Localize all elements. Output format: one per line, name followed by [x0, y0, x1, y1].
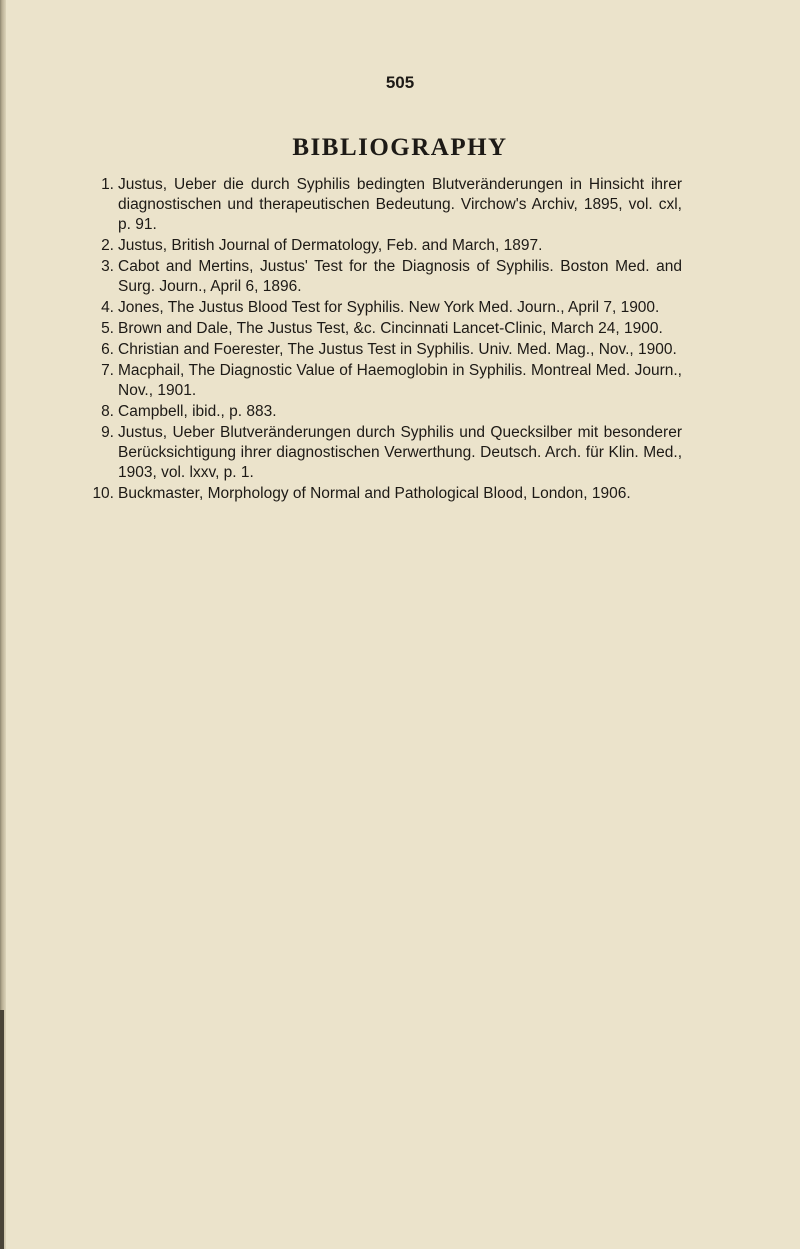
- bibliography-entry: [100, 340, 682, 360]
- entry-number: 5.: [101, 320, 114, 337]
- page-number: 505: [385, 73, 415, 92]
- bibliography-entry: [100, 236, 682, 256]
- entry-text: Justus, Ueber die durch Syphilis bedingten Blutveränderungen in Hinsicht ihrer diagnostischen und therapeutischen Bedeutung. Virchow's Archiv, 1895, vol. cxl, p. 91.: [118, 176, 682, 233]
- entry-text: Justus, British Journal of Dermatology, Feb. and March, 1897.: [118, 237, 543, 254]
- entry-number: 2.: [101, 237, 114, 254]
- bibliography-entry: [92, 484, 682, 504]
- bibliography-entry: [100, 257, 682, 297]
- entry-number: 7.: [101, 362, 114, 379]
- entry-text: Macphail, The Diagnostic Value of Haemoglobin in Syphilis. Montreal Med. Journ., Nov., 1901.: [118, 362, 682, 399]
- entry-number: 9.: [101, 424, 114, 441]
- bibliography-list: [92, 175, 682, 505]
- entry-text: Buckmaster, Morphology of Normal and Pathological Blood, London, 1906.: [118, 485, 631, 502]
- entry-text: Cabot and Mertins, Justus' Test for the Diagnosis of Syphilis. Boston Med. and Surg. Journ., April 6, 1896.: [118, 258, 682, 295]
- entry-text: Jones, The Justus Blood Test for Syphilis. New York Med. Journ., April 7, 1900.: [118, 299, 660, 316]
- entry-number: 6.: [101, 341, 114, 358]
- entry-number: 4.: [101, 299, 114, 316]
- entry-number: 8.: [101, 403, 114, 420]
- entry-number: 1.: [101, 176, 114, 193]
- bibliography-entry: [100, 361, 682, 401]
- entry-text: Campbell, ibid., p. 883.: [118, 403, 277, 420]
- bibliography-entry: [100, 319, 682, 339]
- entry-number: 3.: [101, 258, 114, 275]
- bibliography-entry: [100, 298, 682, 318]
- bibliography-entry: [100, 402, 682, 422]
- bibliography-entry: [100, 423, 682, 483]
- entry-number: 10.: [92, 485, 114, 502]
- bibliography-entry: [100, 175, 682, 235]
- entry-text: Brown and Dale, The Justus Test, &c. Cincinnati Lancet-Clinic, March 24, 1900.: [118, 320, 663, 337]
- entry-text: Christian and Foerester, The Justus Test in Syphilis. Univ. Med. Mag., Nov., 1900.: [118, 341, 677, 358]
- page-edge-shadow: [0, 1010, 4, 1249]
- page-title: BIBLIOGRAPHY: [292, 134, 508, 161]
- entry-text: Justus, Ueber Blutveränderungen durch Syphilis und Quecksilber mit besonderer Berücksichtigung ihrer diagnostischen Verwerthung. Deutsch. Arch. für Klin. Med., 1903, vol. lxxv, p. 1.: [118, 424, 682, 481]
